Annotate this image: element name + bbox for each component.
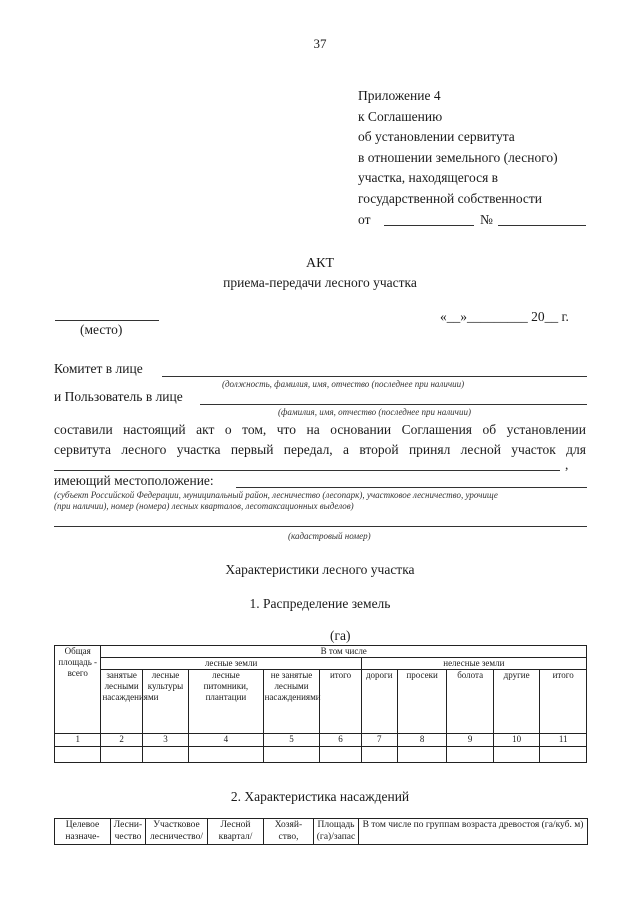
body-line: сервитута лесного участка первый передал, а второй принял лесной участок для xyxy=(54,442,586,457)
data-cell[interactable] xyxy=(189,747,263,763)
col-number: 11 xyxy=(540,734,587,747)
appendix-line: к Соглашению xyxy=(358,108,443,124)
col-number: 2 xyxy=(101,734,142,747)
header-nonforest: нелесные земли xyxy=(361,658,586,670)
col-number: 5 xyxy=(263,734,320,747)
subsection-title: 1. Распределение земель xyxy=(249,596,391,611)
col-header: Лесни-чество xyxy=(111,819,146,845)
data-cell[interactable] xyxy=(540,747,587,763)
committee-hint: (должность, фамилия, имя, отчество (последнее при наличии) xyxy=(222,379,465,389)
col-number: 10 xyxy=(493,734,539,747)
col-number: 9 xyxy=(447,734,493,747)
data-cell[interactable] xyxy=(361,747,397,763)
col-number: 6 xyxy=(320,734,361,747)
page-number: 37 xyxy=(313,36,327,51)
purpose-blank[interactable] xyxy=(54,470,560,471)
unit-label: (га) xyxy=(330,628,351,643)
plantations-table xyxy=(54,818,588,845)
data-cell[interactable] xyxy=(142,747,188,763)
header-forest: лесные земли xyxy=(101,658,361,670)
document-subtitle: приема-передачи лесного участка xyxy=(223,275,417,290)
appendix-line: участка, находящегося в xyxy=(358,170,499,186)
col-number: 3 xyxy=(142,734,188,747)
col-header: занятые лесными насаждениями xyxy=(101,670,142,734)
user-label: и Пользователь в лице xyxy=(54,389,183,404)
location-hint: (субъект Российской Федерации, муниципальный район, лесничество (лесопарк), участковое лесничество, урочище xyxy=(54,490,498,500)
col-header: Лесной квартал/ xyxy=(208,819,264,845)
data-cell[interactable] xyxy=(101,747,142,763)
appendix-number-sign: № xyxy=(480,211,493,227)
col-number: 4 xyxy=(189,734,263,747)
col-header: дороги xyxy=(361,670,397,734)
col-header: итого xyxy=(320,670,361,734)
data-cell[interactable] xyxy=(263,747,320,763)
appendix-line: Приложение 4 xyxy=(358,88,441,103)
place-blank[interactable] xyxy=(55,320,159,321)
header-total: Общая площадь - всего xyxy=(55,646,101,734)
col-header: лесные культуры xyxy=(142,670,188,734)
date-field[interactable]: «__»_________ 20__ г. xyxy=(440,309,569,324)
body-paragraph xyxy=(54,420,586,460)
appendix-date-line xyxy=(358,210,558,230)
col-header: Хозяй-ство, xyxy=(264,819,314,845)
col-header: Участковое лесничество/ xyxy=(146,819,208,845)
data-cell[interactable] xyxy=(320,747,361,763)
col-header: просеки xyxy=(397,670,447,734)
section-title: Характеристики лесного участка xyxy=(225,562,415,577)
appendix-line: в отношении земельного (лесного) xyxy=(358,149,558,165)
cadastral-hint: (кадастровый номер) xyxy=(288,531,371,541)
appendix-line: об установлении сервитута xyxy=(358,129,515,145)
subsection-title: 2. Характеристика насаждений xyxy=(230,789,410,804)
data-cell[interactable] xyxy=(447,747,493,763)
col-header: болота xyxy=(447,670,493,734)
col-number: 1 xyxy=(55,734,101,747)
appendix-number-blank[interactable] xyxy=(498,225,586,226)
col-header: лесные питомники, плантации xyxy=(189,670,263,734)
appendix-date-blank[interactable] xyxy=(384,225,474,226)
user-hint: (фамилия, имя, отчество (последнее при наличии) xyxy=(278,407,471,417)
col-header: Целевое назначе- xyxy=(55,819,111,845)
appendix-block xyxy=(358,86,558,230)
committee-blank[interactable] xyxy=(162,376,587,377)
location-label: имеющий местоположение: xyxy=(54,473,214,488)
location-hint: (при наличии), номер (номера) лесных кварталов, лесотаксационных выделов) xyxy=(54,501,354,511)
committee-label: Комитет в лице xyxy=(54,361,143,376)
appendix-line: государственной собственности xyxy=(358,190,543,206)
header-including: В том числе xyxy=(101,646,587,658)
data-cell[interactable] xyxy=(493,747,539,763)
land-distribution-table xyxy=(54,645,587,763)
col-header-age-group: В том числе по группам возраста древостоя (га/куб. м) xyxy=(359,819,588,845)
document-title: АКТ xyxy=(306,256,334,271)
data-cell[interactable] xyxy=(55,747,101,763)
user-blank[interactable] xyxy=(200,404,587,405)
place-label: (место) xyxy=(80,322,123,337)
comma: , xyxy=(565,457,569,472)
col-header: другие xyxy=(493,670,539,734)
cadastral-blank[interactable] xyxy=(54,526,587,527)
location-blank[interactable] xyxy=(236,487,587,488)
col-number: 8 xyxy=(397,734,447,747)
col-header: Площадь (га)/запас xyxy=(314,819,359,845)
appendix-date-prefix: от xyxy=(358,211,371,227)
col-header: не занятые лесными насаждениями xyxy=(263,670,320,734)
col-header: итого xyxy=(540,670,587,734)
data-cell[interactable] xyxy=(397,747,447,763)
body-line: составили настоящий акт о том, что на основании Соглашения об установлении xyxy=(54,422,586,437)
col-number: 7 xyxy=(361,734,397,747)
